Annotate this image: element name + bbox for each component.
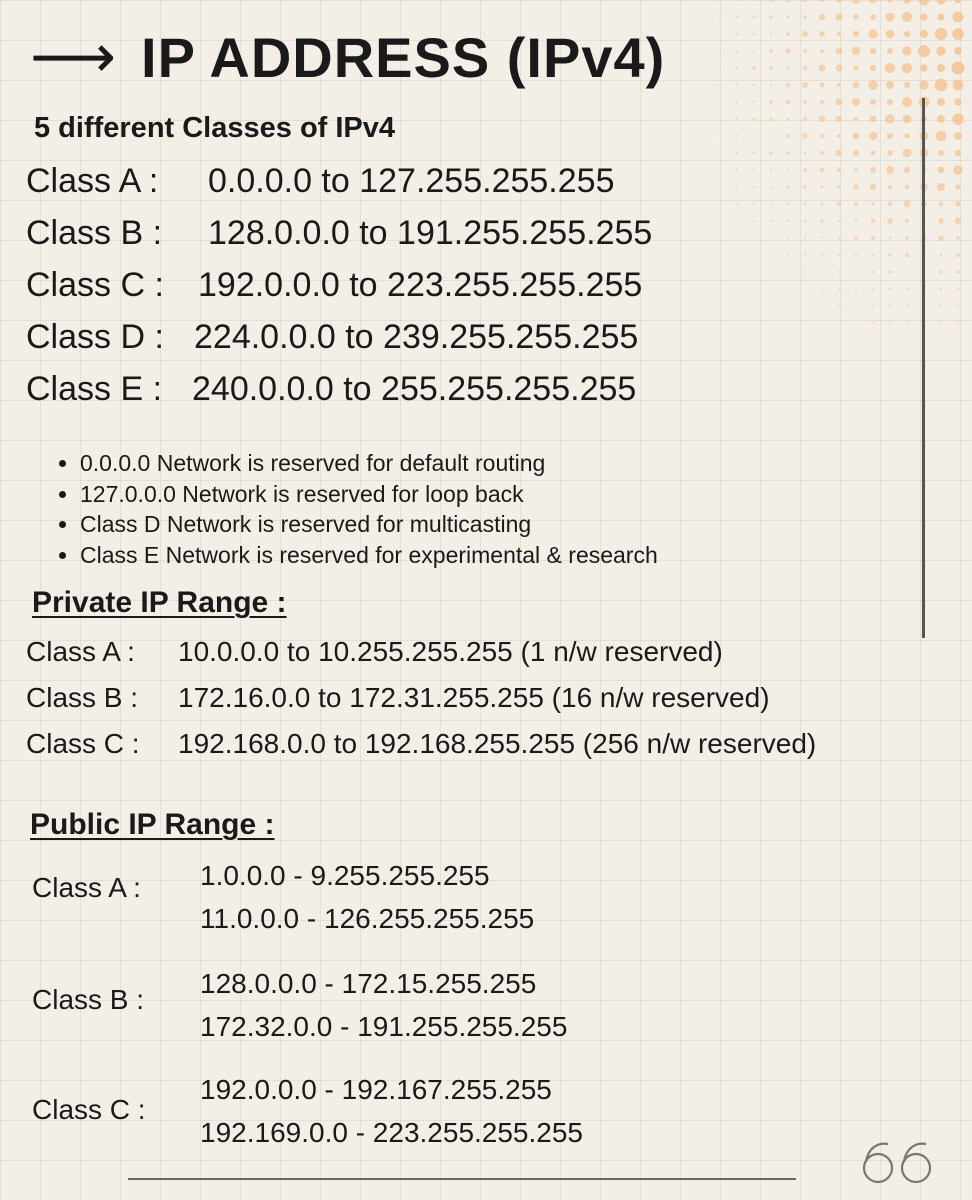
decor-dot <box>885 114 895 124</box>
decor-dot <box>906 305 908 307</box>
decor-dot <box>786 134 790 138</box>
public-range-group <box>200 854 534 940</box>
decor-dot <box>836 48 843 55</box>
decor-dot <box>719 67 721 69</box>
decor-dot <box>803 185 807 189</box>
decor-dot <box>940 254 943 257</box>
decor-dot <box>952 113 964 125</box>
decor-dot <box>889 305 891 307</box>
decor-dot <box>803 168 807 172</box>
decor-dot <box>872 254 874 256</box>
decor-dot <box>836 0 842 3</box>
public-range: 128.0.0.0 - 172.15.255.255 <box>200 968 537 999</box>
decor-dot <box>953 165 962 174</box>
decor-dot <box>752 117 755 120</box>
decor-dot <box>906 271 908 273</box>
decor-dot <box>938 14 945 21</box>
decor-dot <box>936 0 945 5</box>
decor-dot <box>736 186 738 188</box>
class-range: 0.0.0.0 to 127.255.255.255 <box>208 162 615 200</box>
decor-dot <box>837 83 841 87</box>
class-range: 224.0.0.0 to 239.255.255.255 <box>194 318 639 356</box>
decor-dot <box>904 201 911 208</box>
decor-dot <box>819 31 825 37</box>
private-range-heading: Private IP Range : <box>32 586 287 619</box>
class-row <box>26 318 638 357</box>
decor-dot <box>870 184 876 190</box>
decor-dot <box>769 151 773 155</box>
decor-dot <box>937 115 945 123</box>
decor-dot <box>902 63 912 73</box>
class-row <box>26 162 614 201</box>
decor-dot <box>940 288 943 291</box>
decor-dot <box>887 133 893 139</box>
decor-dot <box>719 101 721 103</box>
decor-dot <box>937 166 944 173</box>
decor-dot <box>753 50 755 52</box>
decor-dot <box>769 100 773 104</box>
decor-dot <box>837 168 841 172</box>
decor-dot <box>786 185 789 188</box>
class-label: Class E : <box>26 370 163 408</box>
decor-dot <box>938 150 944 156</box>
decor-dot <box>957 288 959 290</box>
class-label: Class D : <box>26 318 164 356</box>
decor-dot <box>770 135 772 137</box>
decor-dot <box>955 218 962 225</box>
decor-dot <box>887 218 893 224</box>
decor-dot <box>719 16 721 18</box>
decor-dot <box>940 322 942 324</box>
decor-dot <box>787 237 789 239</box>
decor-dot <box>939 202 943 206</box>
decor-dot <box>871 236 875 240</box>
decor-dot <box>753 84 756 87</box>
decor-dot <box>803 66 807 70</box>
decor-dot <box>855 220 858 223</box>
decor-dot <box>920 64 927 71</box>
private-range: 10.0.0.0 to 10.255.255.255 (1 n/w reserved) <box>178 636 723 667</box>
decor-dot <box>952 11 963 22</box>
decor-dot <box>770 237 772 239</box>
decor-dot <box>954 132 962 140</box>
decor-dot <box>770 84 773 87</box>
decor-dot <box>871 202 874 205</box>
decor-dot <box>936 131 947 142</box>
decor-dot <box>956 253 960 257</box>
decor-dot <box>803 49 807 53</box>
decor-dot <box>821 288 823 290</box>
decor-dot <box>819 167 824 172</box>
decor-dot <box>770 186 772 188</box>
decor-dot <box>819 14 825 20</box>
decor-dot <box>803 15 807 19</box>
decor-dot <box>855 271 857 273</box>
decor-dot <box>786 83 790 87</box>
decor-dot <box>903 0 911 4</box>
class-range: 128.0.0.0 to 191.255.255.255 <box>208 214 653 252</box>
decor-dot <box>786 151 790 155</box>
decor-dot <box>918 45 930 57</box>
decor-dot <box>770 220 772 222</box>
decor-dot <box>802 133 807 138</box>
decor-dot <box>769 117 772 120</box>
decor-dot <box>889 322 891 324</box>
decor-dot <box>835 98 842 105</box>
private-row <box>26 728 816 760</box>
decor-dot <box>855 288 857 290</box>
decor-dot <box>853 31 859 37</box>
decor-dot <box>719 169 721 171</box>
decor-dot <box>871 219 876 224</box>
list-item: • 127.0.0.0 Network is reserved for loop back <box>80 479 658 510</box>
decor-dot <box>888 202 893 207</box>
decor-dot <box>804 237 806 239</box>
decor-dot <box>853 14 858 19</box>
decor-dot <box>819 116 826 123</box>
decor-dot <box>939 270 943 274</box>
decor-dot <box>905 219 909 223</box>
decor-dot <box>804 271 806 273</box>
decor-dot <box>802 31 808 37</box>
decor-dot <box>838 305 840 307</box>
decor-dot <box>905 236 909 240</box>
decor-dot <box>935 28 947 40</box>
decor-dot <box>785 48 790 53</box>
decor-dot <box>820 49 824 53</box>
decor-dot <box>935 79 948 92</box>
decor-dot <box>838 220 841 223</box>
public-class-label: Class B : <box>32 984 145 1015</box>
decor-dot <box>936 46 945 55</box>
decor-dot <box>838 288 840 290</box>
public-range-group <box>200 962 567 1048</box>
quote-mark-icon <box>858 1138 940 1186</box>
decor-dot <box>889 237 892 240</box>
decor-dot <box>902 46 912 56</box>
decor-dot <box>786 66 789 69</box>
decor-dot <box>888 270 891 273</box>
decor-dot <box>870 14 876 20</box>
decor-dot <box>786 32 790 36</box>
decor-dot <box>869 132 877 140</box>
class-label: Class A : <box>26 162 159 200</box>
decor-dot <box>902 12 912 22</box>
decor-dot <box>902 97 912 107</box>
decor-dot <box>769 49 773 53</box>
decor-dot <box>868 29 877 38</box>
decor-dot <box>736 118 738 120</box>
decor-dot <box>736 67 738 69</box>
page-title <box>30 22 665 92</box>
class-row <box>26 370 636 409</box>
decor-dot <box>954 47 962 55</box>
decor-dot <box>905 185 910 190</box>
decor-dot <box>821 237 823 239</box>
decor-dot <box>719 50 721 52</box>
decor-dot <box>854 168 858 172</box>
decor-dot <box>804 254 806 256</box>
decor-dot <box>886 166 894 174</box>
decor-dot <box>770 203 772 205</box>
decor-dot <box>887 150 893 156</box>
decor-dot <box>837 202 842 207</box>
decor-dot <box>906 322 908 324</box>
decor-dot <box>889 288 891 290</box>
decor-dot <box>888 253 891 256</box>
public-class-label: Class C : <box>32 1094 146 1125</box>
decor-dot <box>719 0 721 1</box>
decor-dot <box>753 33 756 36</box>
decor-dot <box>885 12 894 21</box>
decor-dot <box>938 218 944 224</box>
decor-dot <box>752 15 755 18</box>
decor-dot <box>719 152 721 154</box>
decor-dot <box>804 152 807 155</box>
decor-dot <box>872 322 874 324</box>
decor-dot <box>736 101 738 103</box>
decor-dot <box>820 219 824 223</box>
decor-dot <box>953 80 964 91</box>
decor-dot <box>903 115 912 124</box>
decor-dot <box>870 99 876 105</box>
public-range: 11.0.0.0 - 126.255.255.255 <box>200 903 535 934</box>
decor-dot <box>937 98 945 106</box>
decor-dot <box>838 254 841 257</box>
decor-dot <box>821 186 824 189</box>
decor-dot <box>885 63 895 73</box>
subtitle: 5 different Classes of IPv4 <box>34 112 396 144</box>
decor-dot <box>753 203 755 205</box>
decor-dot <box>956 236 960 240</box>
decor-dot <box>938 235 943 240</box>
decor-dot <box>837 134 841 138</box>
decor-dot <box>769 66 773 70</box>
decor-dot <box>821 271 823 273</box>
decor-dot <box>803 100 807 104</box>
decor-dot <box>787 118 790 121</box>
decor-dot <box>753 152 755 154</box>
decor-dot <box>904 31 910 37</box>
decor-dot <box>736 135 738 137</box>
decor-dot <box>872 288 874 290</box>
decor-dot <box>787 220 789 222</box>
decor-dot <box>868 80 878 90</box>
decor-dot <box>753 101 755 103</box>
class-label: Class B : <box>26 682 139 713</box>
public-class-label: Class A : <box>32 872 141 903</box>
decor-dot <box>820 100 824 104</box>
decor-dot <box>770 169 772 171</box>
decor-dot <box>919 80 928 89</box>
list-item: • Class E Network is reserved for experimental & research <box>80 540 658 571</box>
decor-dot <box>787 169 789 171</box>
decor-dot <box>820 0 824 2</box>
public-range: 192.0.0.0 - 192.167.255.255 <box>200 1074 552 1105</box>
decor-dot <box>952 28 964 40</box>
decor-dot <box>854 117 859 122</box>
decor-dot <box>853 65 858 70</box>
decor-dot <box>820 202 823 205</box>
decor-dot <box>752 66 756 70</box>
class-row <box>26 214 652 253</box>
decor-dot <box>937 64 945 72</box>
class-range: 240.0.0.0 to 255.255.255.255 <box>192 370 637 408</box>
decor-dot <box>836 65 843 72</box>
decor-dot <box>870 167 876 173</box>
public-range: 172.32.0.0 - 191.255.255.255 <box>200 1011 568 1042</box>
decor-dot <box>719 118 721 120</box>
decor-dot <box>955 201 960 206</box>
decor-dot <box>854 236 858 240</box>
decor-dot <box>904 167 910 173</box>
right-arrow-icon: ⟶ <box>30 23 118 90</box>
title-text: IP ADDRESS (IPv4) <box>141 25 666 89</box>
list-item: • Class D Network is reserved for multicasting <box>80 509 658 540</box>
decor-dot <box>852 0 860 4</box>
public-range: 192.169.0.0 - 223.255.255.255 <box>200 1117 584 1148</box>
decor-dot <box>837 32 841 36</box>
decor-dot <box>952 62 965 75</box>
class-row <box>26 266 642 305</box>
decor-dot <box>786 100 791 105</box>
decor-dot <box>719 135 721 137</box>
decor-dot <box>770 33 772 35</box>
decor-dot <box>753 169 755 171</box>
decor-dot <box>753 220 755 222</box>
decor-dot <box>872 271 875 274</box>
decor-dot <box>852 98 860 106</box>
decor-dot <box>852 47 861 56</box>
decor-dot <box>804 203 806 205</box>
decor-dot <box>769 0 772 2</box>
decor-dot <box>819 82 824 87</box>
decor-dot <box>837 185 840 188</box>
decor-dot <box>736 16 738 18</box>
list-item: • 0.0.0.0 Network is reserved for default routing <box>80 448 658 479</box>
decor-dot <box>920 13 928 21</box>
decor-dot <box>954 98 961 105</box>
decor-dot <box>836 116 842 122</box>
decor-dot <box>853 184 859 190</box>
decor-dot <box>786 0 791 2</box>
decor-dot <box>906 288 908 290</box>
decor-dot <box>957 322 959 324</box>
decor-dot <box>955 184 961 190</box>
private-range: 192.168.0.0 to 192.168.255.255 (256 n/w reserved) <box>178 728 817 759</box>
bottom-divider <box>128 1178 796 1180</box>
private-range: 172.16.0.0 to 172.31.255.255 (16 n/w reserved) <box>178 682 770 713</box>
decor-dot <box>870 116 876 122</box>
decor-dot <box>955 150 961 156</box>
decor-dot <box>838 271 840 273</box>
decor-dot <box>736 203 738 205</box>
decor-dot <box>870 65 876 71</box>
public-range-group <box>200 1068 583 1154</box>
decor-dot <box>919 0 930 5</box>
decor-dot <box>872 305 874 307</box>
decor-dot <box>871 151 876 156</box>
decor-dot <box>836 150 842 156</box>
decor-dot <box>786 15 789 18</box>
decor-dot <box>955 0 962 3</box>
decor-dot <box>937 183 945 191</box>
public-range: 1.0.0.0 - 9.255.255.255 <box>200 860 490 891</box>
decor-dot <box>855 305 857 307</box>
decor-dot <box>787 203 789 205</box>
decor-dot <box>803 117 807 121</box>
decor-dot <box>835 13 842 20</box>
decor-dot <box>736 0 738 1</box>
decor-dot <box>920 30 928 38</box>
decor-dot <box>821 254 823 256</box>
decor-dot <box>736 33 739 36</box>
decor-dot <box>887 0 892 3</box>
decor-dot <box>887 99 893 105</box>
decor-dot <box>820 134 824 138</box>
decor-dot <box>956 270 960 274</box>
decor-dot <box>803 0 807 2</box>
decor-dot <box>854 202 858 206</box>
decor-dot <box>736 84 739 87</box>
decor-dot <box>888 185 893 190</box>
class-label: Class C : <box>26 728 140 759</box>
decor-dot <box>904 133 909 138</box>
decor-dot <box>719 84 721 86</box>
decor-dot <box>886 81 894 89</box>
class-range: 192.0.0.0 to 223.255.255.255 <box>198 266 643 304</box>
class-label: Class B : <box>26 214 163 252</box>
decor-dot <box>736 169 738 171</box>
decor-dot <box>753 186 755 188</box>
decor-dot <box>940 305 942 307</box>
decor-dot <box>853 82 860 89</box>
decor-dot <box>957 305 959 307</box>
decor-dot <box>753 135 755 137</box>
decor-dot <box>853 150 859 156</box>
decor-dot <box>903 149 912 158</box>
decor-dot <box>886 30 895 39</box>
decor-dot <box>719 33 721 35</box>
decor-dot <box>855 254 858 257</box>
decor-dot <box>787 254 789 256</box>
private-row <box>26 682 770 714</box>
decor-dot <box>736 50 738 52</box>
decor-dot <box>904 82 910 88</box>
decor-dot <box>819 65 826 72</box>
public-range-heading: Public IP Range : <box>30 808 275 841</box>
decor-dot <box>753 0 755 1</box>
reserved-notes-list <box>56 448 658 570</box>
class-label: Class A : <box>26 636 135 667</box>
decor-dot <box>769 15 773 19</box>
class-label: Class C : <box>26 266 164 304</box>
decor-dot <box>736 152 738 154</box>
private-row <box>26 636 723 668</box>
decor-dot <box>802 82 808 88</box>
decor-dot <box>820 151 824 155</box>
decor-dot <box>887 48 893 54</box>
decor-dot <box>804 220 807 223</box>
vertical-divider <box>922 98 925 638</box>
decor-dot <box>870 0 877 3</box>
decor-dot <box>853 133 860 140</box>
decor-dot <box>870 48 877 55</box>
decor-dot <box>838 237 841 240</box>
decor-dot <box>905 253 910 258</box>
